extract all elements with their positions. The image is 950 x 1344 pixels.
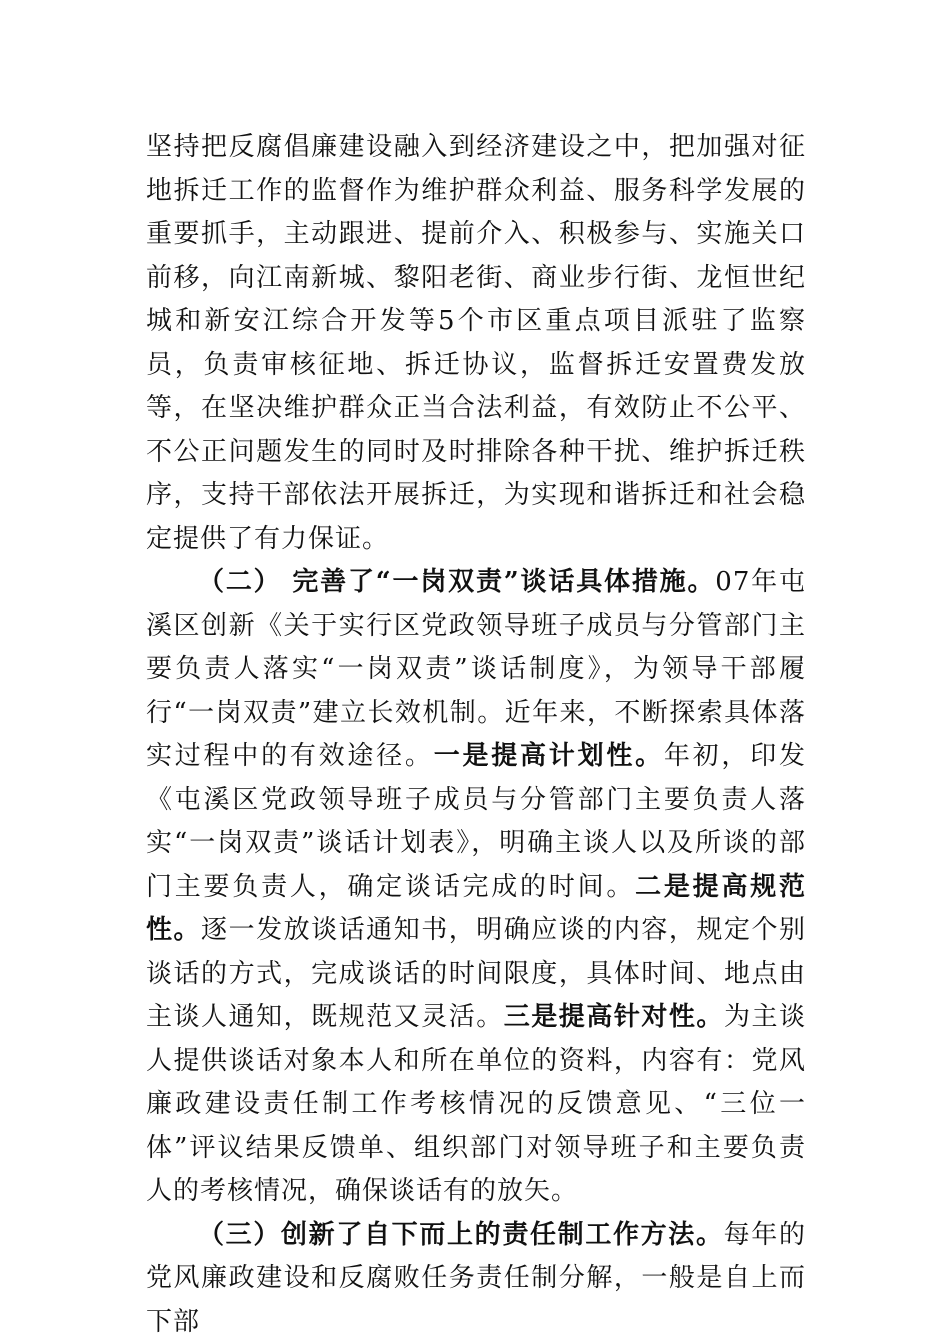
- paragraph-2: [146, 561, 806, 1214]
- section-3-text-1: 每年的党风廉政建设和反腐败任务责任制分解，一般是自上而下部: [146, 1219, 806, 1337]
- section-2-point-2: 二是提高规范性。: [146, 871, 806, 945]
- section-2-point-1: 一是提高计划性。: [433, 741, 664, 771]
- section-2-text-1: 07年屯溪区创新《关于实行区党政领导班子成员与分管部门主要负责人落实“一岗双责”谈话制度》，为领导干部履行“一岗双责”建立长效机制。近年来，不断探索具体落实过程中的有效途径。: [146, 567, 806, 771]
- section-2-point-3: 三是提高针对性。: [503, 1002, 724, 1032]
- paragraph-1-text: 坚持把反腐倡廉建设融入到经济建设之中，把加强对征地拆迁工作的监督作为维护群众利益、服务科学发展的重要抓手，主动跟进、提前介入、积极参与、实施关口前移，向江南新城、黎阳老街、商业步行街、龙恒世纪城和新安江综合开发等5个市区重点项目派驻了监察员，负责审核征地、拆迁协议，监督拆迁安置费发放等，在坚决维护群众正当合法利益，有效防止不公平、不公正问题发生的同时及时排除各种干扰、维护拆迁秩序，支持干部依法开展拆迁，为实现和谐拆迁和社会稳定提供了有力保证。: [146, 132, 806, 554]
- section-3-heading: （三）创新了自下而上的责任制工作方法。: [198, 1219, 724, 1250]
- section-2-text-2: 年初，印发《屯溪区党政领导班子成员与分管部门主要负责人落实“一岗双责”谈话计划表》，明确主谈人以及所谈的部门主要负责人，确定谈话完成的时间。: [146, 741, 806, 902]
- body-text: [146, 126, 806, 1344]
- section-2-heading: （二） 完善了“一岗双责”谈话具体措施。: [198, 567, 716, 597]
- section-2-text-3: 逐一发放谈话通知书，明确应谈的内容，规定个别谈话的方式，完成谈话的时间限度，具体时间、地点由主谈人通知，既规范又灵活。: [146, 915, 806, 1032]
- section-2-text-4: 为主谈人提供谈话对象本人和所在单位的资料，内容有：党风廉政建设责任制工作考核情况的反馈意见、“三位一体”评议结果反馈单、组织部门对领导班子和主要负责人的考核情况，确保谈话有的放矢。: [146, 1002, 806, 1206]
- paragraph-1: [146, 126, 806, 561]
- paragraph-3: [146, 1214, 806, 1344]
